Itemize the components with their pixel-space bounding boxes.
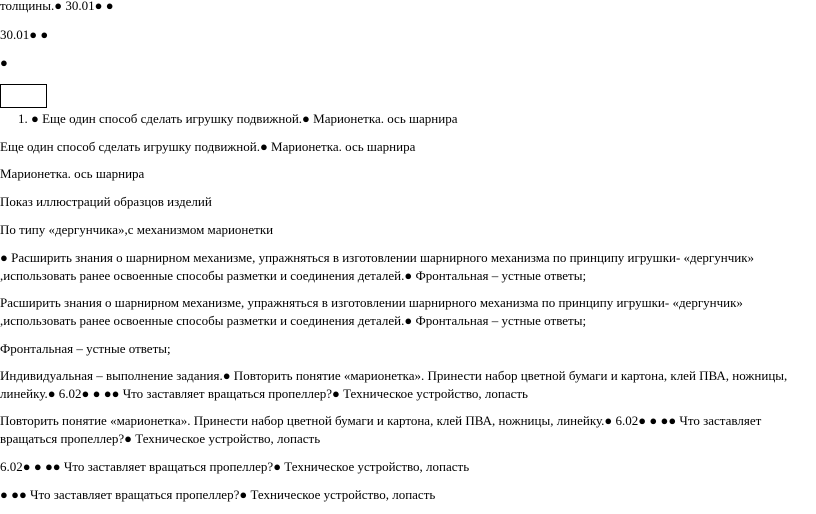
text-line-goal-1b: ,использовать ранее освоенные способы разметки и соединения деталей.● Фронтальная – устные ответы; [0, 268, 587, 283]
text-line-marionette: Марионетка. ось шарнира [0, 166, 145, 181]
text-line-individual-b: линейку.● 6.02● ● ●● Что заставляет вращаться пропеллер?● Техническое устройство, лопасть [0, 386, 528, 401]
text-line-individual-a: Индивидуальная – выполнение задания.● Повторить понятие «марионетка». Принести набор цветной бумаги и картона, клей ПВА, ножницы, [0, 368, 788, 383]
text-line-toy: Еще один способ сделать игрушку подвижной.● Марионетка. ось шарнира [0, 139, 416, 154]
text-line-1: толщины.● 30.01● ● [0, 0, 114, 13]
text-line-type: По типу «дергунчика»,с механизмом марионетки [0, 222, 274, 237]
text-line-2: 30.01● ● [0, 27, 49, 42]
text-line-repeat-b: вращаться пропеллер?● Техническое устройство, лопасть [0, 431, 321, 446]
text-line-date: 6.02● ● ●● Что заставляет вращаться пропеллер?● Техническое устройство, лопасть [0, 459, 470, 474]
text-line-frontal: Фронтальная – устные ответы; [0, 341, 171, 356]
numbered-list-item: 1. ● Еще один способ сделать игрушку подвижной.● Марионетка. ось шарнира [18, 111, 458, 126]
text-line-goal-2b: ,использовать ранее освоенные способы разметки и соединения деталей.● Фронтальная – устные ответы; [0, 313, 587, 328]
empty-text-box [0, 84, 47, 108]
text-line-illustrations: Показ иллюстраций образцов изделий [0, 194, 212, 209]
text-line-propeller: ● ●● Что заставляет вращаться пропеллер?● Техническое устройство, лопасть [0, 487, 436, 502]
text-line-repeat-a: Повторить понятие «марионетка». Принести набор цветной бумаги и картона, клей ПВА, ножницы, линейку.● 6.02● ● ●● Что заставляет [0, 413, 762, 428]
bullet-line: ● [0, 55, 8, 70]
text-line-goal-2a: Расширить знания о шарнирном механизме, упражняться в изготовлении шарнирного механизма по принципу игрушки- «дергунчик» [0, 295, 743, 310]
text-line-goal-1a: ● Расширить знания о шарнирном механизме, упражняться в изготовлении шарнирного механизма по принципу игрушки- «дергунчик» [0, 250, 755, 265]
